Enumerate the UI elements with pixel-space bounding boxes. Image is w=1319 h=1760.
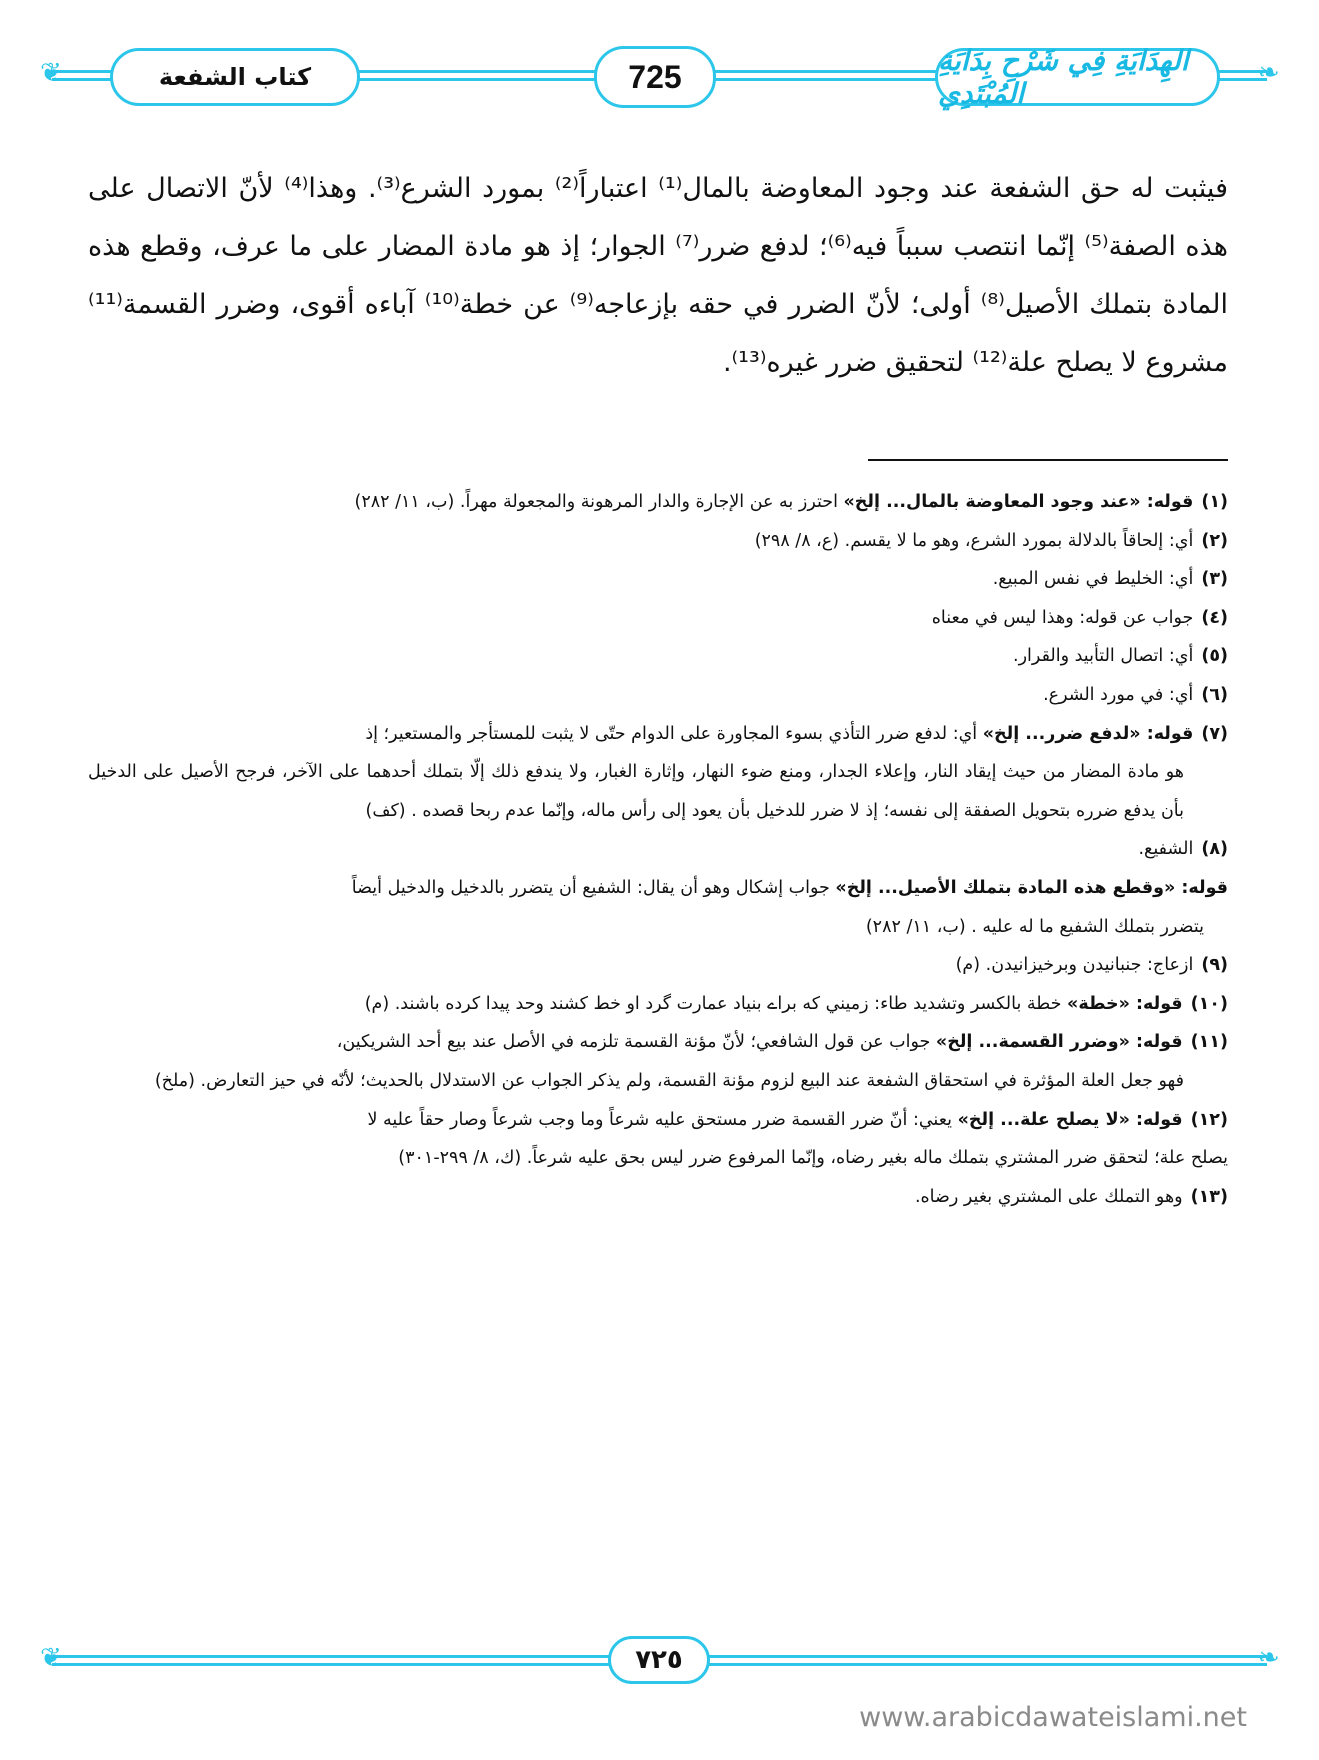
page-number-box-bottom xyxy=(608,1636,710,1684)
footnote: (٥)أي: اتصال التأبيد والقرار. xyxy=(1013,646,1228,667)
footnote: (٨)الشفيع. xyxy=(1138,839,1228,860)
right-flourish-icon: ❧ xyxy=(1258,1643,1280,1673)
chapter-title-box xyxy=(110,48,360,106)
footnote: (١٠)قوله: «خطة» خطة بالكسر وتشديد طاء: زميني كه براے بنياد عمارت گرد او خط كشند وحد پيدا كرده باشند. (م) xyxy=(364,993,1228,1014)
book-title: الهِدَايَةِ فِي شَرْحِ بِدَايَةِ المُبْتَدِي xyxy=(938,44,1189,110)
footnotes xyxy=(88,483,1228,1216)
book-title-box xyxy=(935,44,1220,110)
footnote: (١١)قوله: «وضرر القسمة... إلخ» جواب عن قول الشافعي؛ لأنّ مؤنة القسمة تلزمه في الأصل عند بيع أحد الشريكين، فهو جعل العلة المؤثرة في استحقاق الشفعة عند البيع لزوم مؤنة القسمة، ولم يذكر الجواب عن الاستدلال بالحديث؛ لأنّه في حيز التعارض. (ملخ) xyxy=(154,1032,1228,1091)
main-text xyxy=(88,160,1228,392)
page-number-top: 725 xyxy=(628,58,682,95)
footnote: (٢)أي: إلحاقاً بالدلالة بمورد الشرع، وهو ما لا يقسم. (ع، ٨/ ٢٩٨) xyxy=(754,530,1228,551)
website-watermark: www.arabicdawateislami.net xyxy=(859,1702,1247,1733)
footnote: (١)قوله: «عند وجود المعاوضة بالمال... إلخ» احترز به عن الإجارة والدار المرهونة والمجعولة مهراً. (ب، ١١/ ٢٨٢) xyxy=(354,492,1228,512)
footnote: (٣)أي: الخليط في نفس المبيع. xyxy=(992,569,1228,590)
footnote: (٧)قوله: «لدفع ضرر... إلخ» أي: لدفع ضرر التأذي بسوء المجاورة على الدوام حتّى لا يثبت للمستأجر والمستعير؛ إذ هو مادة المضار من حيث إيقاد النار، وإعلاء الجدار، ومنع ضوء النهار، وإثارة الغبار، ولا يندفع ذلك إلّا بتملك أحدهما على الآخر، فرجح الأصيل على الدخيل بأن يدفع ضرره بتحويل الصفقة إلى نفسه؛ إذ لا ضرر للدخيل بأن يعود إلى رأس ماله، وإنّما عدم ربحا قصده . (كف) xyxy=(88,723,1228,821)
footnote-separator xyxy=(868,459,1228,461)
footnote: (٦)أي: في مورد الشرع. xyxy=(1043,684,1228,705)
left-flourish-icon: ❦ xyxy=(40,1643,62,1673)
page-number-box xyxy=(594,46,716,108)
page-number-bottom: ٧٢٥ xyxy=(635,1645,683,1675)
right-flourish-icon: ❧ xyxy=(1258,58,1280,88)
footnote: (١٣)وهو التملك على المشتري بغير رضاه. xyxy=(914,1186,1228,1207)
footnote: (١٢)قوله: «لا يصلح علة... إلخ» يعني: أنّ ضرر القسمة ضرر مستحق عليه شرعاً وما وجب شرعاً وصار حقاً عليه لا يصلح علة؛ لتحقق ضرر المشتري بتملك ماله بغير رضاه، وإنّما المرفوع ضرر ليس بحق عليه شرعاً. (ك، ٨/ ٢٩٩-٣٠١) xyxy=(367,1109,1228,1169)
main-paragraph: فيثبت له حق الشفعة عند وجود المعاوضة بالمال⁽¹⁾ اعتباراً⁽²⁾ بمورد الشرع⁽³⁾. وهذا⁽⁴⁾ لأنّ الاتصال على هذه الصفة⁽⁵⁾ إنّما انتصب سبباً فيه⁽⁶⁾؛ لدفع ضرر⁽⁷⁾ الجوار؛ إذ هو مادة المضار على ما عرف، وقطع هذه المادة بتملك الأصيل⁽⁸⁾ أولى؛ لأنّ الضرر في حقه بإزعاجه⁽⁹⁾ عن خطة⁽¹⁰⁾ آباءه أقوى، وضرر القسمة⁽¹¹⁾ مشروع لا يصلح علة⁽¹²⁾ لتحقيق ضرر غيره⁽¹³⁾. xyxy=(88,173,1229,378)
left-flourish-icon: ❦ xyxy=(40,58,62,88)
footnote: قوله: «وقطع هذه المادة بتملك الأصيل... إلخ» جواب إشكال وهو أن يقال: الشفيع أن يتضرر بالدخيل والدخيل أيضاً يتضرر بتملك الشفيع ما له عليه . (ب، ١١/ ٢٨٢) xyxy=(351,877,1228,937)
footnote: (٩)ازعاج: جنبانيدن وبرخيزانيدن. (م) xyxy=(955,955,1228,976)
chapter-title: كتاب الشفعة xyxy=(158,63,312,91)
footnote: (٤)جواب عن قوله: وهذا ليس في معناه xyxy=(931,607,1228,628)
